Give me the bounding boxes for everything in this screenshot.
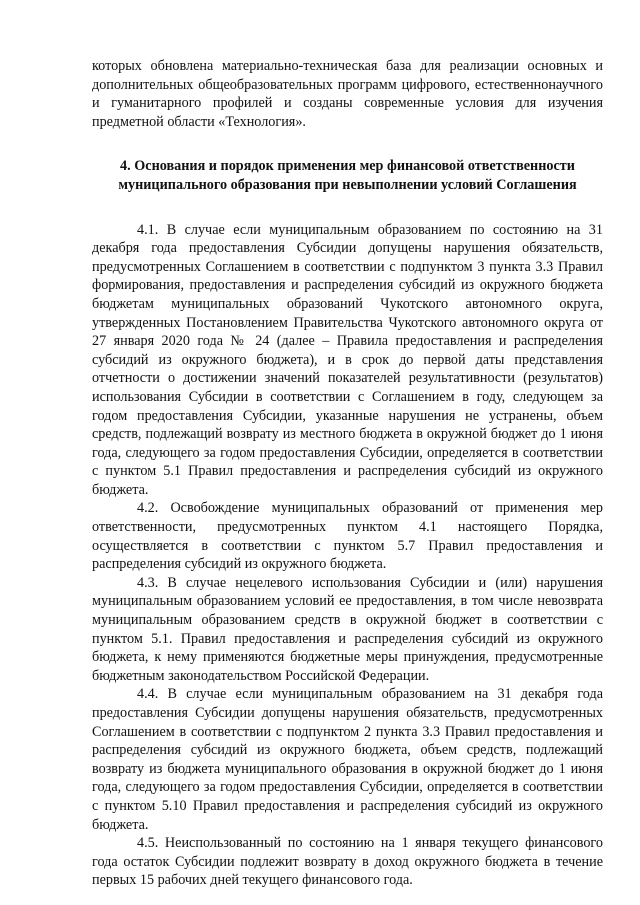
section-heading: 4. Основания и порядок применения мер финансовой ответственности муниципального образования при невыполнении условий Соглашения [118,158,577,193]
clause-4-5: 4.5. Неиспользованный по состоянию на 1 января текущего финансового года остаток Субсидии подлежит возврату в доход окружного бюджета в течение первых 15 рабочих дней текущего финансового года. [92,835,603,889]
clause-4-3: 4.3. В случае нецелевого использования Субсидии и (или) нарушения муниципальным образованием условий ее предоставления, в том числе невозврата муниципальным образованием средств в окружной бюджет в соответствии с пунктом 5.1. Правил предоставления и распределения субсидий из окружного бюджета, к нему применяются бюджетные меры принуждения, предусмотренные бюджетным законодательством Российской Федерации. [92,574,603,684]
document-body [92,57,603,890]
intro-paragraph: которых обновлена материально-техническая база для реализации основных и дополнительных общеобразовательных программ цифрового, естественнонаучного и гуманитарного профилей и созданы современные условия для изучения предметной области «Технология». [92,58,603,130]
clause-4-4: 4.4. В случае если муниципальным образованием на 31 декабря года предоставления Субсидии допущены нарушения обязательств, предусмотренных Соглашением в соответствии с подпунктом 2 пункта 3.3 Правил предоставления и распределения субсидий из окружного бюджета, объем средств, подлежащий возврату из бюджета муниципального образования в окружной бюджет до 1 июня года, следующего за годом предоставления Субсидии, определяется в соответствии с пунктом 5.10 Правил предоставления и распределения субсидий из окружного бюджета. [92,686,603,833]
clause-4-2: 4.2. Освобождение муниципальных образований от применения мер ответственности, предусмотренных пунктом 4.1 настоящего Порядка, осуществляется в соответствии с пунктом 5.7 Правил предоставления и распределения субсидий из окружного бюджета. [92,500,603,573]
clause-4-1: 4.1. В случае если муниципальным образованием по состоянию на 31 декабря года предоставления Субсидии допущены нарушения обязательств, предусмотренных Соглашением в соответствии с подпунктом 3 пункта 3.3 Правил формирования, предоставления и распределения субсидий из окружного бюджета бюджетам муниципальных образований Чукотского автономного округа, утвержденных Постановлением Правительства Чукотского автономного округа от 27 января 2020 года № 24 (далее – Правила предоставления и распределения субсидий из окружного бюджета), и в срок до первой даты представления отчетности о достижении значений показателей результативности (результатов) использования Субсидии в соответствии с Соглашением в году, следующем за годом предоставления Субсидии, указанные нарушения не устранены, объем средств, подлежащий возврату из местного бюджета в окружной бюджет до 1 июня года, следующего за годом предоставления Субсидии, определяется в соответствии с пунктом 5.1 Правил предоставления и распределения субсидий из окружного бюджета. [92,221,603,498]
